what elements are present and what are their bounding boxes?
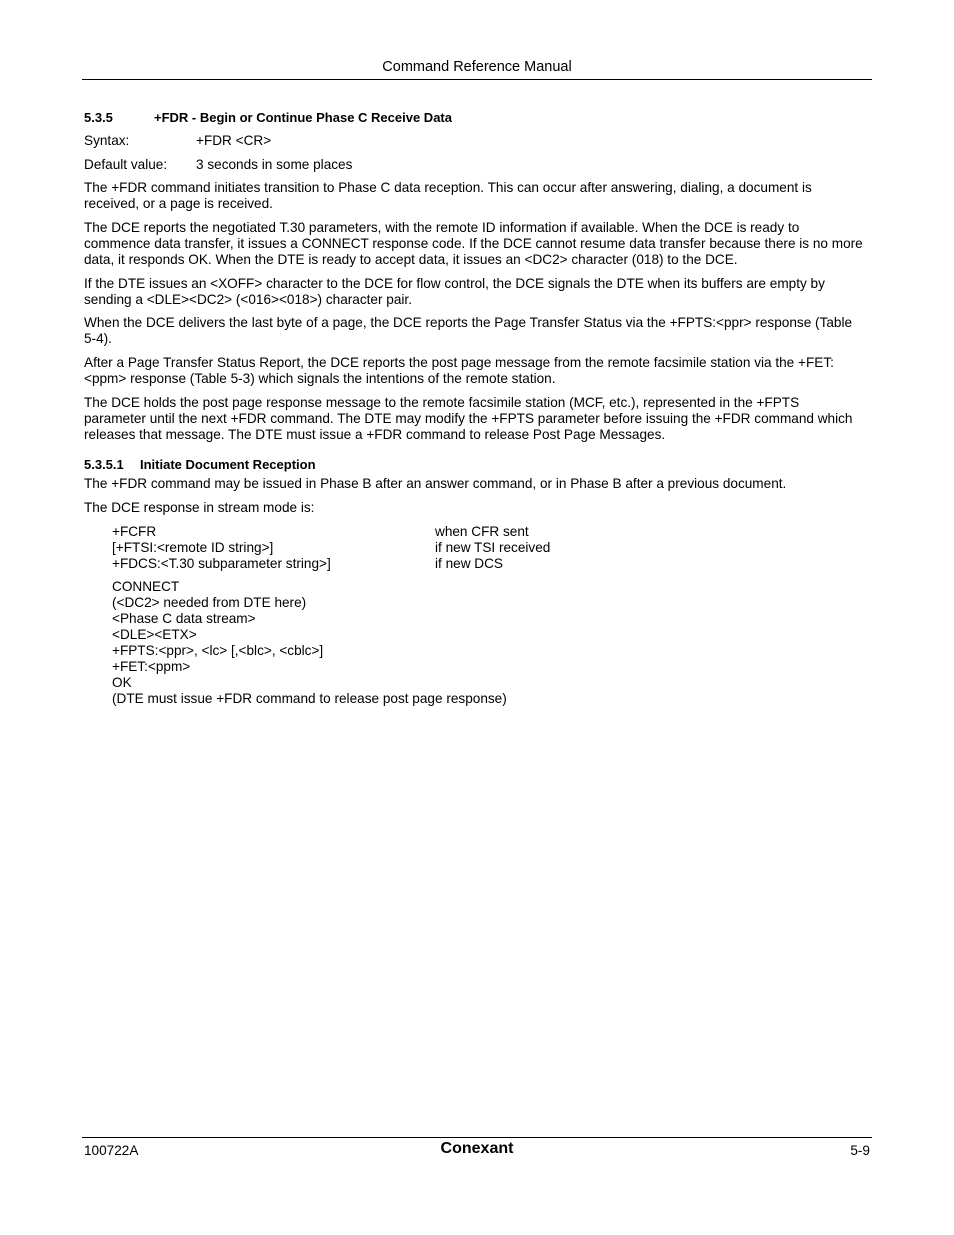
section-number: 5.3.5	[84, 110, 113, 125]
paragraph: If the DTE issues an <XOFF> character to the DCE for flow control, the DCE signals the DTE when its buffers are empty by sending a <DLE><DC2> (<016><018>) character pair.	[84, 276, 825, 307]
page-header-title: Command Reference Manual	[382, 59, 572, 75]
response-note: when CFR sent	[435, 524, 529, 539]
syntax-label: Syntax:	[84, 133, 130, 148]
sequence-line: <DLE><ETX>	[112, 627, 197, 642]
subsection-number: 5.3.5.1	[84, 457, 124, 472]
paragraph: The DCE holds the post page response message to the remote facsimile station (MCF, etc.), represented in the +FPTS parameter until the next +FDR command. The DTE may modify the +FPTS parameter before issuing the +FDR command which releases that message. The DTE must issue a +FDR command to release Post Page Messages.	[84, 395, 853, 442]
response-sequence	[112, 579, 712, 707]
response-line: +FCFR	[112, 524, 157, 539]
paragraph: The +FDR command initiates transition to Phase C data reception. This can occur after answering, dialing, a document is received, or a page is received.	[84, 180, 812, 211]
sequence-line: (<DC2> needed from DTE here)	[112, 595, 307, 610]
subsection-heading	[84, 457, 864, 473]
response-note: if new TSI received	[435, 540, 551, 555]
default-label: Default value:	[84, 157, 168, 172]
response-notes	[435, 524, 735, 572]
sequence-line: OK	[112, 675, 132, 690]
response-list	[112, 524, 432, 572]
paragraph: After a Page Transfer Status Report, the DCE reports the post page message from the remote facsimile station via the +FET:<ppm> response (Table 5-3) which signals the intentions of the remote station.	[84, 355, 834, 386]
footer-company: Conexant	[440, 1140, 514, 1157]
footer-page-number: 5-9	[850, 1143, 870, 1158]
default-value-row	[84, 157, 864, 173]
syntax-value: +FDR <CR>	[196, 133, 272, 148]
section-heading	[84, 110, 864, 126]
header-rule	[82, 79, 872, 80]
paragraph: When the DCE delivers the last byte of a page, the DCE reports the Page Transfer Status via the +FPTS:<ppr> response (Table 5-4).	[84, 315, 853, 346]
response-line: [+FTSI:<remote ID string>]	[112, 540, 274, 555]
response-line: +FDCS:<T.30 subparameter string>]	[112, 556, 331, 571]
sequence-line: (DTE must issue +FDR command to release post page response)	[112, 691, 507, 706]
sequence-line: CONNECT	[112, 579, 180, 594]
default-value: 3 seconds in some places	[196, 157, 353, 172]
sequence-line: +FET:<ppm>	[112, 659, 191, 674]
sequence-line: <Phase C data stream>	[112, 611, 256, 626]
sequence-line: +FPTS:<ppr>, <lc> [,<blc>, <cblc>]	[112, 643, 324, 658]
footer-rule	[82, 1137, 872, 1138]
paragraph: The DCE reports the negotiated T.30 parameters, with the remote ID information if available. When the DCE is ready to commence data transfer, it issues a CONNECT response code. If the DCE cannot resume data transfer because there is no more data, it responds OK. When the DTE is ready to accept data, it issues an <DC2> character (018) to the DCE.	[84, 220, 863, 267]
syntax-row	[84, 133, 864, 149]
response-note: if new DCS	[435, 556, 503, 571]
footer-doc-number: 100722A	[84, 1143, 139, 1158]
paragraph: The DCE response in stream mode is:	[84, 500, 315, 515]
paragraph: The +FDR command may be issued in Phase B after an answer command, or in Phase B after a previous document.	[84, 476, 787, 491]
subsection-title: Initiate Document Reception	[140, 457, 316, 472]
section-title: +FDR - Begin or Continue Phase C Receive Data	[154, 110, 452, 125]
